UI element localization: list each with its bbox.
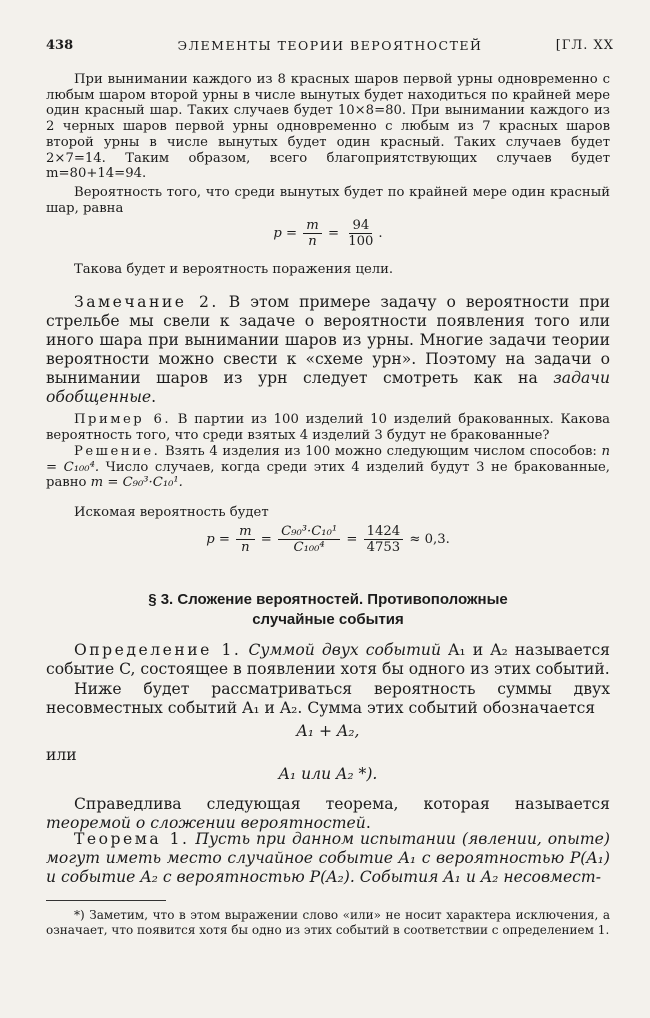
paragraph-probability-intro: Вероятность того, что среди вынутых будет по крайней мере один красный шар, равна bbox=[46, 185, 610, 216]
fraction-denominator: C₁₀₀⁴ bbox=[293, 540, 325, 556]
remark-2 bbox=[46, 293, 610, 407]
theorem-1 bbox=[46, 830, 610, 887]
fraction-combinations bbox=[278, 524, 340, 555]
paragraph-theorem-intro bbox=[46, 795, 610, 833]
fraction-denominator: n bbox=[308, 234, 317, 250]
running-header bbox=[46, 38, 614, 58]
fraction-numerator: 1424 bbox=[364, 524, 404, 540]
formula2-lhs: p = bbox=[206, 532, 230, 548]
theorem-label: Теорема 1. bbox=[74, 830, 190, 848]
formula-p-94-100 bbox=[46, 218, 610, 249]
example-label: Пример 6. bbox=[74, 412, 172, 427]
definition-1 bbox=[46, 641, 610, 679]
fraction-denominator: 4753 bbox=[366, 540, 401, 556]
definition-text: A₁ и A₂ называется событие C, состоящее в появлении хотя бы одного из этих событий. bbox=[46, 641, 611, 678]
fraction-denominator: n bbox=[241, 540, 250, 556]
remark-label: Замечание 2. bbox=[74, 293, 219, 311]
theorem-intro-italic: теоремой о сложении вероятностей bbox=[46, 814, 366, 832]
definition-italic: Суммой двух событий bbox=[241, 641, 442, 659]
combination-n: n = C₁₀₀⁴. bbox=[46, 444, 610, 475]
section-heading-line-1: § 3. Сложение вероятностей. Противоположные bbox=[148, 591, 508, 608]
remark-end: . bbox=[151, 388, 157, 406]
section-heading bbox=[46, 590, 610, 630]
remark-text: В этом примере задачу о вероятности при стрельбе мы свели к задаче о вероятности появления того или иного шара при вынимании шаров из урны. Многие задачи теории вероятности можно свести к «схеме урн». Поэтому на задачи о вынимании шаров из урн следует смотреть как на bbox=[46, 293, 611, 387]
equals-sign: = bbox=[260, 532, 272, 548]
equals-sign: = bbox=[346, 532, 358, 548]
fraction-numerator: m bbox=[236, 524, 255, 540]
paragraph-sought-probability: Искомая вероятность будет bbox=[74, 505, 269, 520]
paragraph-urn-cases: При вынимании каждого из 8 красных шаров первой урны одновременно с любым шаром второй урны в числе вынутых будет находиться по крайней мере один красный шар. Таких случаев будет 10×8=80. При вынимании каждого из 2 черных шаров первой урны одновременно с любым из 7 красных шаров второй урны в числе вынутых будет один красный. Таких случаев будет 2×7=14. Таким образом, всего благоприятствующих случаев будет m=80+14=94. bbox=[46, 72, 610, 182]
example-text: В партии из 100 изделий 10 изделий бракованных. Какова вероятность того, что среди взятых 4 изделий 3 будут не бракованные? bbox=[46, 412, 610, 443]
fraction-denominator: 100 bbox=[348, 234, 374, 250]
fraction-m-n-2 bbox=[236, 524, 255, 555]
fraction-1424-4753 bbox=[364, 524, 404, 555]
fraction-numerator: C₉₀³·C₁₀¹ bbox=[278, 524, 340, 540]
combination-m: m = C₉₀³·C₁₀¹. bbox=[90, 475, 183, 491]
solution-label: Решение. bbox=[74, 444, 161, 459]
definition-label: Определение 1. bbox=[74, 641, 242, 659]
equals-sign: = bbox=[327, 226, 340, 242]
solution-text-1: Взять 4 изделия из 100 можно следующим числом способов: bbox=[160, 444, 602, 459]
formula1-lhs: p = bbox=[273, 226, 298, 242]
formula-a1-or-a2: A₁ или A₂ *). bbox=[278, 765, 378, 783]
solution bbox=[46, 444, 610, 491]
fraction-m-n bbox=[303, 218, 322, 249]
paragraph-sum-of-events: Ниже будет рассматриваться вероятность суммы двух несовместных событий A₁ и A₂. Сумма этих событий обозначается bbox=[46, 680, 610, 717]
theorem-text: Пусть при данном испытании (явлении, опыте) могут иметь место случайное событие A₁ с вероятностью P(A₁) и событие A₂ с вероятностью P(A₂). События A₁ и A₂ несовмест- bbox=[46, 830, 610, 886]
solution-text-2: Число случаев, когда среди этих 4 изделий будут 3 не бракованные, равно bbox=[46, 459, 610, 491]
word-or: или bbox=[46, 746, 77, 764]
fraction-numerator: 94 bbox=[349, 218, 372, 234]
formula-period: . bbox=[378, 226, 383, 242]
footnote-divider bbox=[46, 900, 166, 901]
section-heading-line-2: случайные события bbox=[252, 611, 404, 628]
fraction-94-100 bbox=[345, 218, 376, 249]
footnote: *) Заметим, что в этом выражении слово «или» не носит характера исключения, а означает, что появится хотя бы одно из этих событий в соответствии с определением 1. bbox=[46, 908, 610, 937]
formula-a1-plus-a2: A₁ + A₂, bbox=[296, 722, 360, 740]
fraction-numerator: m bbox=[303, 218, 322, 234]
approx-result: ≈ 0,3. bbox=[409, 532, 450, 548]
page-number: 438 bbox=[46, 38, 74, 53]
example-6 bbox=[46, 412, 610, 443]
theorem-intro-end: . bbox=[365, 814, 371, 832]
running-title: ЭЛЕМЕНТЫ ТЕОРИИ ВЕРОЯТНОСТЕЙ bbox=[177, 38, 483, 53]
paragraph-target-hit: Такова будет и вероятность поражения цели. bbox=[74, 262, 394, 277]
remark-italic: задачи обобщенные bbox=[46, 369, 610, 406]
theorem-intro-text: Справедлива следующая теорема, которая называется bbox=[74, 795, 610, 813]
formula-p-approx bbox=[46, 524, 610, 555]
chapter-label: [ГЛ. XX bbox=[555, 38, 614, 53]
